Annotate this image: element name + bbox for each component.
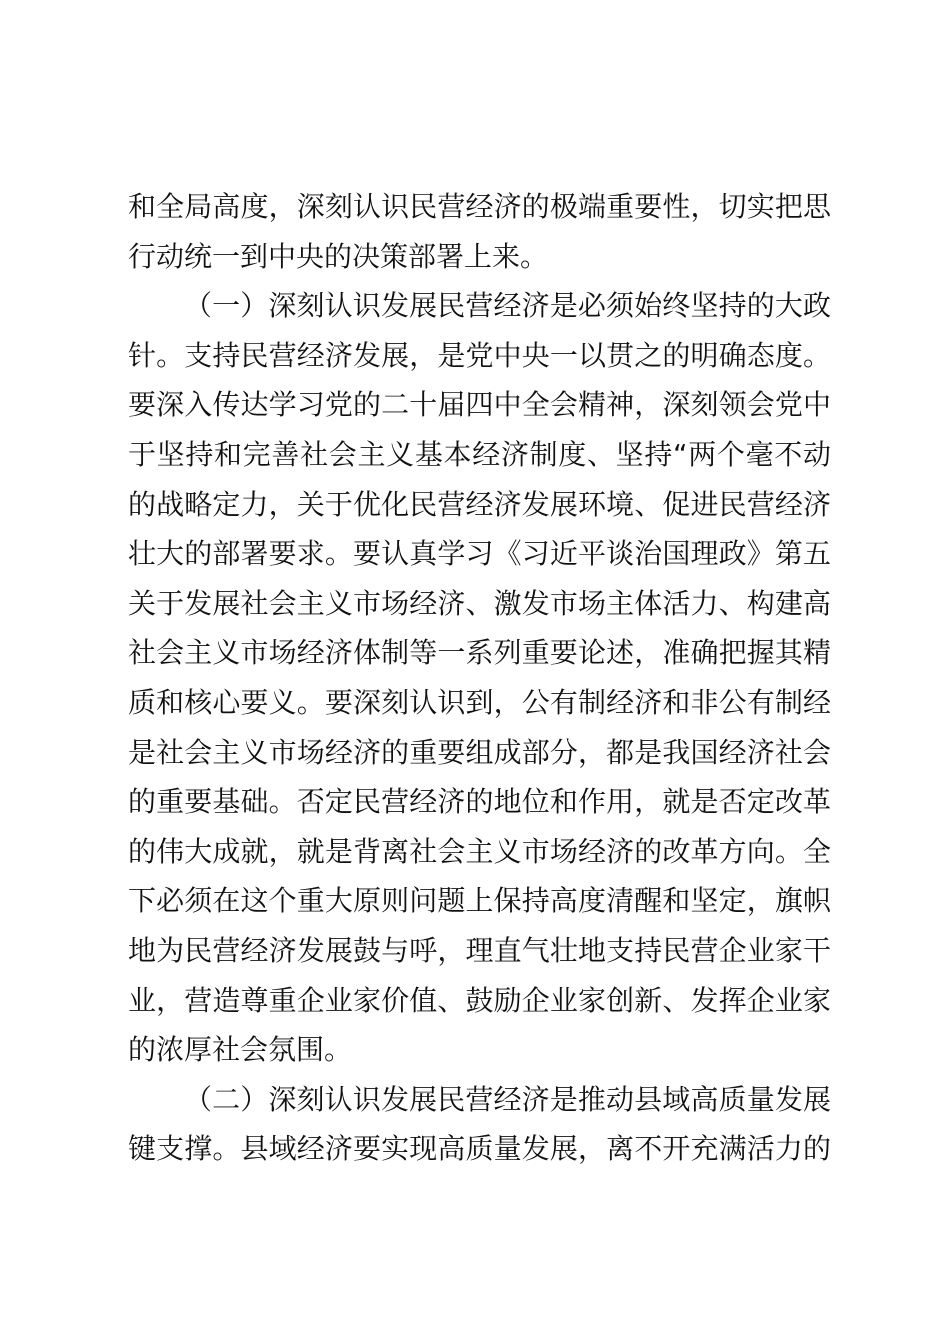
paragraph-heading-line: （一）深刻认识发展民营经济是必须始终坚持的大政 (184, 289, 831, 323)
text-line: 是社会主义市场经济的重要组成部分，都是我国经济社会 (128, 735, 831, 769)
text-line: 壮大的部署要求。要认真学习《习近平谈治国理政》第五 (128, 537, 831, 571)
text-line: 的浓厚社会氛围。 (128, 1033, 353, 1067)
text-line: 关于发展社会主义市场经济、激发市场主体活力、构建高 (128, 586, 831, 620)
text-line: 键支撑。县域经济要实现高质量发展，离不开充满活力的 (128, 1132, 831, 1166)
text-line: 业，营造尊重企业家价值、鼓励企业家创新、发挥企业家 (128, 983, 831, 1017)
text-line: 针。支持民营经济发展，是党中央一以贯之的明确态度。 (128, 338, 831, 372)
text-line: 质和核心要义。要深刻认识到，公有制经济和非公有制经 (128, 685, 831, 719)
text-line: 的重要基础。否定民营经济的地位和作用，就是否定改革 (128, 785, 831, 819)
paragraph-heading-line: （二）深刻认识发展民营经济是推动县域高质量发展 (184, 1082, 831, 1116)
text-line: 的伟大成就，就是背离社会主义市场经济的改革方向。全 (128, 834, 831, 868)
text-line: 于坚持和完善社会主义基本经济制度、坚持“两个毫不动 (128, 437, 831, 471)
text-line: 地为民营经济发展鼓与呼，理直气壮地支持民营企业家干 (128, 933, 831, 967)
text-line: 社会主义市场经济体制等一系列重要论述，准确把握其精 (128, 636, 831, 670)
document-body (128, 182, 831, 1174)
text-line: 下必须在这个重大原则问题上保持高度清醒和坚定，旗帜 (128, 884, 831, 918)
text-line: 要深入传达学习党的二十届四中全会精神，深刻领会党中 (128, 388, 831, 422)
text-line: 行动统一到中央的决策部署上来。 (128, 239, 549, 273)
text-line: 和全局高度，深刻认识民营经济的极端重要性，切实把思 (128, 190, 831, 223)
text-line: 的战略定力，关于优化民营经济发展环境、促进民营经济 (128, 487, 831, 521)
